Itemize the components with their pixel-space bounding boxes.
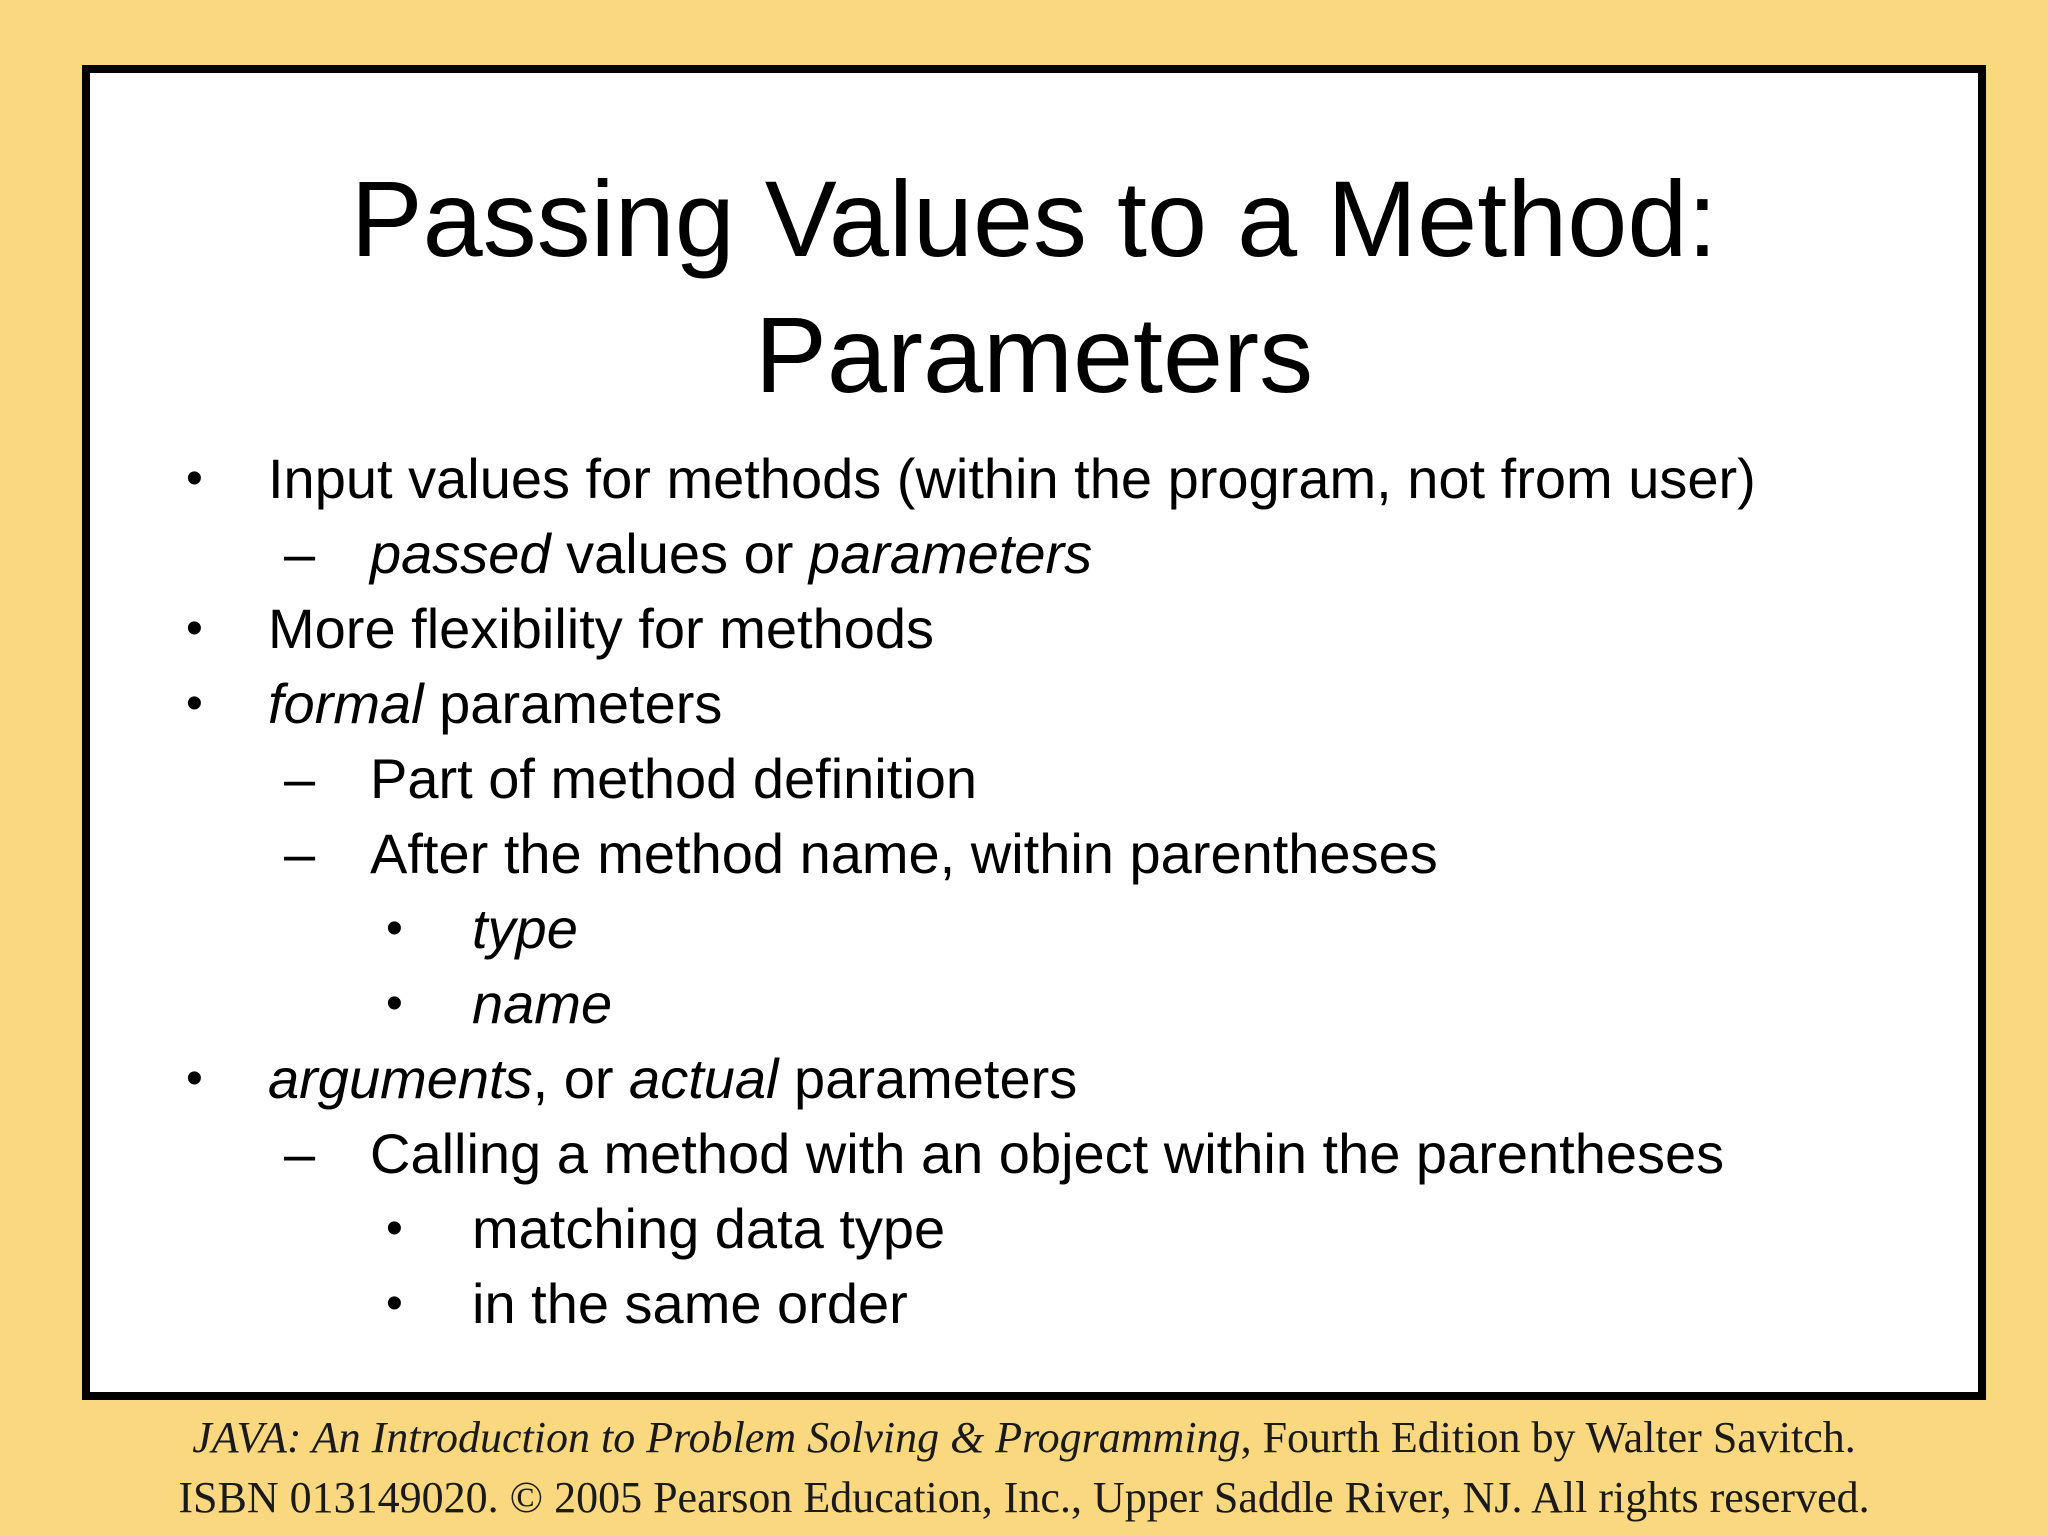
bullet-marker: • [186, 677, 203, 730]
dash-marker: – [284, 522, 316, 585]
bullet-text [472, 891, 578, 966]
bullet-item [90, 1191, 1978, 1266]
bullet-item [90, 1266, 1978, 1341]
bullet-text-part: , or [532, 1047, 630, 1110]
bullet-text-part: type [472, 897, 578, 960]
bullet-text-part: parameters [778, 1047, 1078, 1110]
bullet-text-part: values or [550, 522, 809, 585]
bullet-text [472, 966, 612, 1041]
bullet-text-part: name [472, 972, 613, 1035]
bullet-marker: • [386, 1277, 403, 1330]
bullet-item [90, 741, 1978, 816]
bullet-text-part: parameters [808, 522, 1093, 585]
bullet-text-part: passed [370, 522, 551, 585]
bullet-text-part: Calling a method with an object within the parentheses [370, 1122, 1725, 1185]
bullet-marker: • [186, 602, 203, 655]
bullet-text [268, 666, 722, 741]
bullet-text-part: arguments [268, 1047, 533, 1110]
slide-title-line-2: Parameters [754, 294, 1314, 415]
slide-title [90, 151, 1978, 423]
bullet-item [90, 891, 1978, 966]
bullet-marker: • [386, 1202, 403, 1255]
bullet-text-part: More flexibility for methods [268, 597, 935, 660]
bullet-item [90, 1041, 1978, 1116]
bullet-item [90, 441, 1978, 516]
bullet-text [370, 1116, 1724, 1191]
bullet-marker: • [186, 452, 203, 505]
bullet-text-part: formal [268, 672, 424, 735]
bullet-marker: • [386, 977, 403, 1030]
bullet-text [370, 816, 1438, 891]
footer-book-title: JAVA: An Introduction to Problem Solving & Programming [192, 1413, 1241, 1462]
bullet-text-part: Part of method definition [370, 747, 978, 810]
bullet-text-part: in the same order [472, 1272, 908, 1335]
dash-marker: – [284, 747, 316, 810]
bullet-item [90, 666, 1978, 741]
bullet-text [370, 741, 977, 816]
bullet-text [370, 516, 1092, 591]
dash-marker: – [284, 822, 316, 885]
slide-frame [82, 65, 1986, 1400]
bullet-item [90, 816, 1978, 891]
bullet-text [472, 1191, 945, 1266]
bullet-text-part: Input values for methods (within the program, not from user) [268, 447, 1756, 510]
copyright-footer [0, 1408, 2048, 1528]
bullet-item [90, 1116, 1978, 1191]
bullet-text [268, 441, 1756, 516]
footer-edition: , Fourth Edition by Walter Savitch. [1240, 1413, 1856, 1462]
bullet-item [90, 516, 1978, 591]
bullet-item [90, 591, 1978, 666]
dash-marker: – [284, 1122, 316, 1185]
bullet-text-part: parameters [423, 672, 723, 735]
bullet-item [90, 966, 1978, 1041]
bullet-marker: • [186, 1052, 203, 1105]
footer-line-2: ISBN 013149020. © 2005 Pearson Education, Inc., Upper Saddle River, NJ. All rights reserved. [178, 1473, 1870, 1522]
footer-line-1 [0, 1408, 2048, 1468]
slide-title-line-1: Passing Values to a Method: [350, 158, 1718, 279]
bullet-text-part: After the method name, within parentheses [370, 822, 1438, 885]
bullet-text [472, 1266, 908, 1341]
bullet-marker: • [386, 902, 403, 955]
bullet-list [90, 441, 1978, 1341]
bullet-text [268, 1041, 1077, 1116]
bullet-text [268, 591, 934, 666]
bullet-text-part: matching data type [472, 1197, 946, 1260]
bullet-text-part: actual [629, 1047, 779, 1110]
